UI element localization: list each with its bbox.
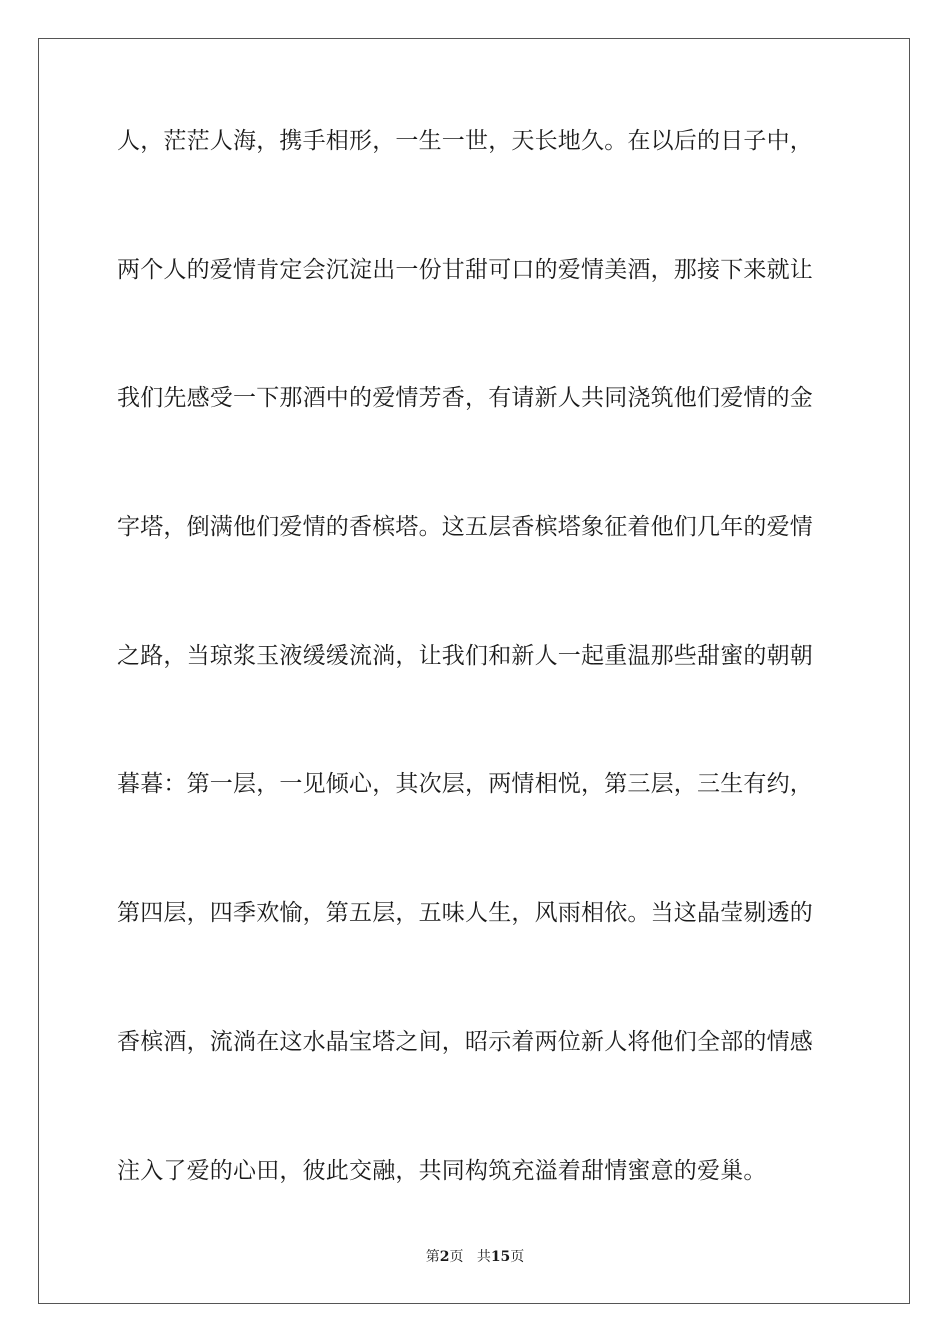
text-line: 注入了爱的心田，彼此交融，共同构筑充溢着甜情蜜意的爱巢。 [117,1157,767,1184]
text-line: 暮暮：第一层，一见倾心，其次层，两情相悦，第三层，三生有约， [117,771,813,798]
page-number: 2 [439,1249,450,1265]
page-footer [0,1246,950,1266]
text-line: 之路，当琼浆玉液缓缓流淌，让我们和新人一起重温那些甜蜜的朝朝 [117,642,813,669]
page-suffix: 页 [449,1249,464,1265]
text-line: 第四层，四季欢愉，第五层，五味人生，风雨相依。当这晶莹剔透的 [117,900,813,927]
text-line: 我们先感受一下那酒中的爱情芳香，有请新人共同浇筑他们爱情的金 [117,385,813,412]
page-prefix: 第 [425,1249,440,1265]
text-line: 字塔，倒满他们爱情的香槟塔。这五层香槟塔象征着他们几年的爱情 [117,514,813,541]
text-line: 两个人的爱情肯定会沉淀出一份甘甜可口的爱情美酒，那接下来就让 [117,256,813,283]
total-suffix: 页 [510,1249,525,1265]
text-line: 香槟酒，流淌在这水晶宝塔之间，昭示着两位新人将他们全部的情感 [117,1028,813,1055]
text-line: 人，茫茫人海，携手相形，一生一世，天长地久。在以后的日子中， [117,128,813,154]
document-body [117,126,837,1284]
total-pages: 15 [490,1249,511,1265]
total-prefix: 共 [476,1249,491,1265]
